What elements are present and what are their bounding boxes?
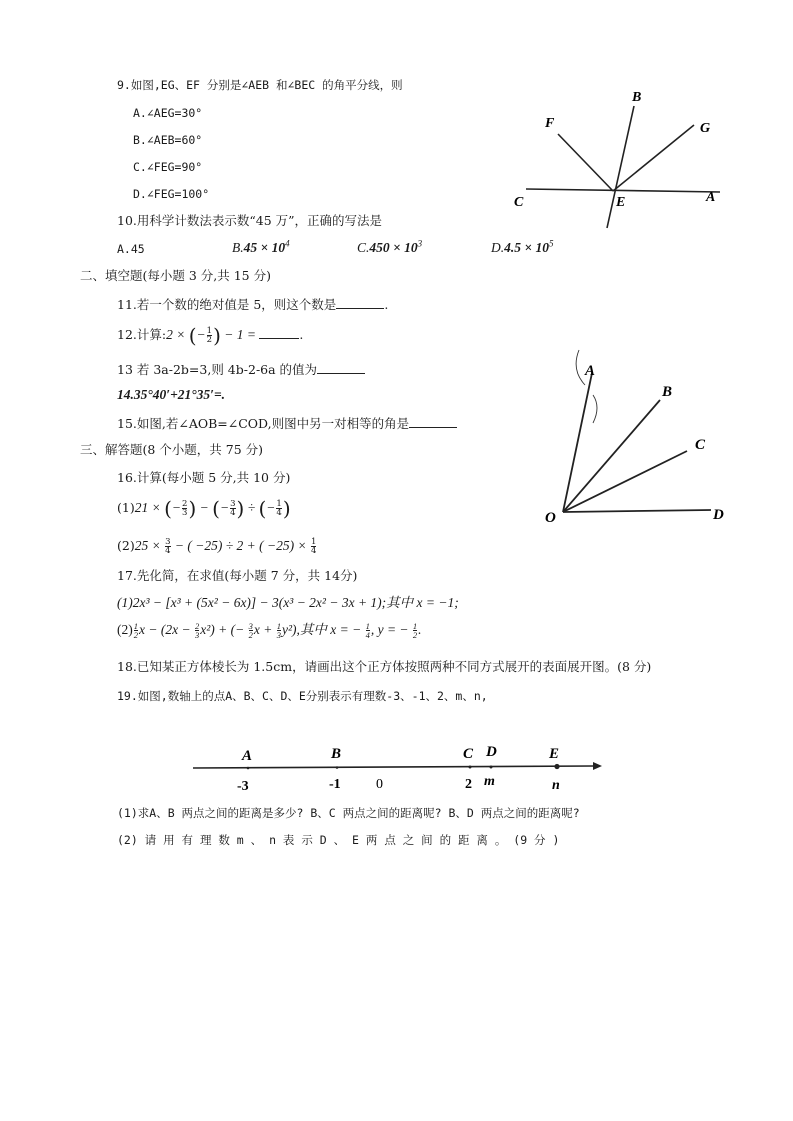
q10-stem: 10.用科学计数法表示数“45 万”，正确的写法是 bbox=[117, 213, 383, 228]
q15-answer-blank[interactable] bbox=[409, 415, 457, 428]
ray-ef bbox=[558, 134, 613, 191]
tick-label-neg1: -1 bbox=[329, 777, 341, 792]
tick-label-2: 2 bbox=[465, 777, 472, 792]
label-c: C bbox=[695, 437, 706, 453]
q9-option-a: A.∠AEG=30° bbox=[133, 106, 203, 120]
q12-answer-blank[interactable] bbox=[259, 326, 299, 339]
q15-angle-figure bbox=[535, 345, 735, 530]
tick-d bbox=[490, 766, 493, 769]
line-ca bbox=[526, 189, 720, 192]
q18: 18.已知某正方体棱长为 1.5cm，请画出这个正方体按照两种不同方式展开的表面展开图。(8 分) bbox=[117, 659, 652, 674]
point-d: D bbox=[486, 744, 497, 760]
tick-label-m: m bbox=[484, 774, 495, 789]
q10-option-d: $D.4.5 \times 10^5$ bbox=[491, 238, 554, 255]
q19-stem: 19.如图,数轴上的点A、B、C、D、E分别表示有理数-3、-1、2、m、n, bbox=[117, 689, 488, 703]
label-b: B bbox=[632, 90, 642, 105]
construction-arc bbox=[593, 395, 597, 423]
q11-answer-blank[interactable] bbox=[336, 296, 384, 309]
q17-stem: 17.先化简，在求值(每小题 7 分，共 14分) bbox=[117, 568, 358, 583]
q16-part2: (2)25 × $\frac{3}{4}$ − ( −25) ÷ 2 + ( −25) × $\frac{1}{4}$ bbox=[117, 537, 317, 556]
q19-part2: (2) 请 用 有 理 数 m 、 n 表 示 D 、 E 两 点 之 间 的 距 离 。 (9 分 ) bbox=[117, 833, 560, 847]
axis-arrow bbox=[593, 762, 602, 770]
tick-e bbox=[554, 764, 559, 769]
label-g: G bbox=[700, 121, 711, 136]
q13-answer-blank[interactable] bbox=[317, 361, 365, 374]
tick-label-neg3: -3 bbox=[237, 779, 249, 794]
point-c: C bbox=[463, 746, 474, 762]
point-a: A bbox=[242, 748, 253, 764]
label-f: F bbox=[545, 116, 555, 131]
label-a: A bbox=[585, 363, 596, 379]
axis-line bbox=[193, 766, 593, 768]
tick-b bbox=[336, 766, 339, 769]
tick-a bbox=[247, 767, 250, 770]
ray-od bbox=[563, 510, 711, 512]
tick-c bbox=[469, 766, 472, 769]
ray-eg bbox=[613, 125, 694, 191]
q17-part2: (2) $\frac{1}{2}$ x − (2x − $\frac{2}{3}$ x²) + (− $\frac{3}{2}$ x + $\frac{1}{3}$ y²),其中 x = − $\frac{1}{4}$ , y = − $\frac{1}{2}$ . bbox=[117, 621, 422, 641]
label-o: O bbox=[545, 510, 556, 526]
q15: 15.如图,若∠AOB=∠COD,则图中另一对相等的角是 bbox=[117, 415, 457, 432]
q10-option-c: $C.450 \times 10^3$ bbox=[357, 238, 423, 255]
tick-label-0: 0 bbox=[376, 777, 383, 792]
label-c: C bbox=[514, 195, 524, 210]
tick-label-n: n bbox=[552, 778, 560, 793]
q10-option-a: A.45 bbox=[117, 242, 145, 256]
label-a: A bbox=[706, 190, 716, 205]
q9-option-c: C.∠FEG=90° bbox=[133, 160, 203, 174]
label-b: B bbox=[662, 384, 673, 400]
ray-ob bbox=[563, 400, 660, 512]
q12: 12.计算:2 × (− $\frac{1}{2}$ ) − 1 = . bbox=[117, 323, 304, 348]
q14: 14.35°40′+21°35′=. bbox=[117, 387, 226, 402]
q9-angle-figure bbox=[500, 80, 740, 240]
q9-stem: 9.如图,EG、EF 分别是∠AEB 和∠BEC 的角平分线，则 bbox=[117, 78, 403, 92]
construction-arc-top bbox=[576, 350, 585, 385]
q19-number-line bbox=[185, 738, 610, 796]
q19-part1: (1)求A、B 两点之间的距离是多少? B、C 两点之间的距离呢? B、D 两点之间的距离呢? bbox=[117, 806, 580, 820]
label-d: D bbox=[713, 507, 724, 523]
q16-stem: 16.计算(每小题 5 分,共 10 分) bbox=[117, 470, 291, 485]
section3-heading: 三、解答题(8 个小题，共 75 分) bbox=[80, 442, 264, 457]
label-e: E bbox=[616, 195, 626, 210]
ray-oa bbox=[563, 373, 592, 512]
q11: 11.若一个数的绝对值是 5，则这个数是 . bbox=[117, 297, 389, 312]
q17-part1: (1)2x³ − [x³ + (5x² − 6x)] − 3(x³ − 2x² − 3x + 1);其中 x = −1; bbox=[117, 595, 459, 610]
q9-option-d: D.∠FEG=100° bbox=[133, 187, 210, 201]
point-b: B bbox=[331, 746, 342, 762]
q13: 13 若 3a-2b=3,则 4b-2-6a 的值为 bbox=[117, 361, 365, 378]
q10-option-b: $B.45 \times 10^4$ bbox=[232, 238, 290, 255]
q9-option-b: B.∠AEB=60° bbox=[133, 133, 203, 147]
ray-oc bbox=[563, 451, 687, 512]
q16-part1: (1)21 × (− $\frac{2}{3}$ ) − (− $\frac{3}{4}$ ) ÷ (− $\frac{1}{4}$ ) bbox=[117, 496, 291, 521]
point-e: E bbox=[549, 746, 560, 762]
section2-heading: 二、填空题(每小题 3 分,共 15 分) bbox=[80, 268, 271, 283]
